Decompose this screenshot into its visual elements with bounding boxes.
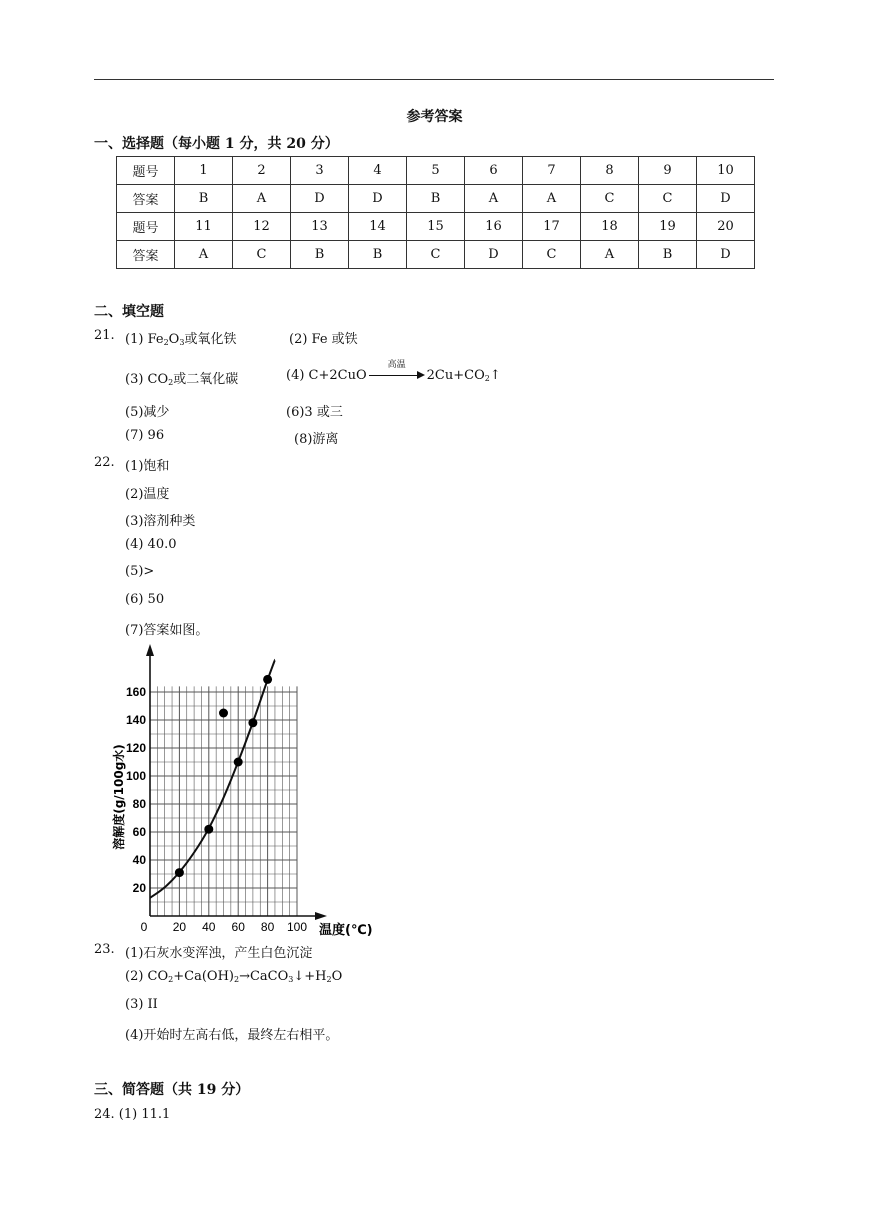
- y-tick-label: 20: [132, 881, 146, 895]
- q21-answer-7: (7) 96: [125, 428, 165, 443]
- x-tick-label: 100: [286, 920, 308, 934]
- x-tick-label: 60: [231, 920, 245, 934]
- data-point: [175, 868, 184, 877]
- q21-answer-2: (2) Fe 或铁: [289, 332, 358, 347]
- q22-answer-7: (7)答案如图。: [125, 623, 209, 638]
- row-header-cell: 题号: [117, 157, 175, 185]
- y-axis-arrow-icon: [146, 644, 154, 656]
- x-axis-label: 温度(℃): [319, 923, 373, 936]
- data-point: [234, 758, 243, 767]
- y-tick-label: 40: [132, 853, 146, 867]
- x-tick-label: 80: [260, 920, 275, 934]
- q24-answer-1: 24. (1) 11.1: [94, 1107, 171, 1122]
- table-cell: 19: [639, 213, 697, 241]
- table-cell: 9: [639, 157, 697, 185]
- table-cell: A: [581, 241, 639, 269]
- q22-answer-6: (6) 50: [125, 592, 165, 607]
- table-row: [117, 157, 755, 185]
- q23-answer-3: (3) II: [125, 997, 158, 1012]
- q22-answer-3: (3)溶剂种类: [125, 514, 196, 529]
- y-tick-label: 60: [132, 825, 146, 839]
- table-row: [117, 213, 755, 241]
- table-cell: 20: [697, 213, 755, 241]
- q22-number: 22.: [94, 455, 115, 470]
- x-axis-arrow-icon: [315, 912, 327, 920]
- table-row: [117, 241, 755, 269]
- x-tick-label: 20: [172, 920, 187, 934]
- table-cell: D: [349, 185, 407, 213]
- table-cell: D: [291, 185, 349, 213]
- table-cell: A: [175, 241, 233, 269]
- q21-number: 21.: [94, 328, 115, 343]
- table-cell: 15: [407, 213, 465, 241]
- table-cell: 8: [581, 157, 639, 185]
- table-cell: B: [349, 241, 407, 269]
- row-header-cell: 答案: [117, 241, 175, 269]
- table-cell: C: [407, 241, 465, 269]
- reaction-condition: 高温: [387, 359, 406, 370]
- section2-heading: 二、填空题: [94, 304, 164, 320]
- table-cell: 2: [233, 157, 291, 185]
- table-cell: 10: [697, 157, 755, 185]
- y-tick-label: 80: [132, 797, 146, 811]
- q22-answer-5: (5)>: [125, 564, 155, 579]
- table-cell: 11: [175, 213, 233, 241]
- table-row: [117, 185, 755, 213]
- page-title: 参考答案: [406, 109, 463, 125]
- q21-answer-8: (8)游离: [294, 432, 339, 447]
- section3-heading: 三、简答题（共 19 分）: [94, 1082, 250, 1098]
- x-tick-label: 40: [202, 920, 216, 934]
- table-cell: 7: [523, 157, 581, 185]
- y-tick-label: 120: [125, 741, 146, 755]
- table-cell: B: [175, 185, 233, 213]
- q21-answer-3: (3) $CO_2$或二氧化碳: [125, 372, 239, 387]
- table-cell: D: [697, 185, 755, 213]
- data-point: [248, 718, 257, 727]
- table-cell: C: [233, 241, 291, 269]
- data-point: [219, 709, 228, 718]
- table-cell: A: [523, 185, 581, 213]
- y-tick-label: 160: [125, 685, 146, 699]
- table-cell: 16: [465, 213, 523, 241]
- q23-answer-1: (1)石灰水变浑浊，产生白色沉淀: [125, 946, 313, 961]
- row-header-cell: 题号: [117, 213, 175, 241]
- table-cell: B: [407, 185, 465, 213]
- table-cell: C: [639, 185, 697, 213]
- y-axis-label: 溶解度(g/100g水): [112, 744, 126, 850]
- table-cell: 12: [233, 213, 291, 241]
- table-cell: A: [233, 185, 291, 213]
- q23-answer-2: (2) $CO_2+Ca(OH)_2\to CaCO_3↓+H_2O$: [125, 969, 343, 984]
- section1-heading: 一、选择题（每小题 1 分，共 20 分）: [94, 136, 339, 152]
- table-cell: 14: [349, 213, 407, 241]
- data-point: [204, 825, 213, 834]
- q22-answer-1: (1)饱和: [125, 459, 170, 474]
- table-cell: 3: [291, 157, 349, 185]
- reaction-arrow-icon: [369, 359, 425, 383]
- header-rule: [94, 79, 774, 80]
- answer-table: [116, 156, 755, 269]
- q23-number: 23.: [94, 942, 115, 957]
- q22-answer-4: (4) 40.0: [125, 537, 177, 552]
- table-cell: B: [639, 241, 697, 269]
- table-cell: 6: [465, 157, 523, 185]
- table-cell: B: [291, 241, 349, 269]
- q21-answer-6: (6)3 或三: [286, 405, 343, 420]
- x-tick-label: 0: [140, 920, 148, 934]
- table-cell: A: [465, 185, 523, 213]
- table-cell: D: [465, 241, 523, 269]
- table-cell: C: [523, 241, 581, 269]
- table-cell: C: [581, 185, 639, 213]
- data-point: [263, 675, 272, 684]
- table-cell: 4: [349, 157, 407, 185]
- solubility-chart: [108, 640, 388, 936]
- solubility-curve: [150, 660, 275, 898]
- q23-answer-4: (4)开始时左高右低，最终左右相平。: [125, 1028, 339, 1043]
- table-cell: D: [697, 241, 755, 269]
- y-tick-label: 100: [125, 769, 146, 783]
- q21-answer-4: (4) C+2CuO 高温 $2Cu+CO_2↑$: [286, 368, 501, 383]
- q22-answer-2: (2)温度: [125, 487, 170, 502]
- row-header-cell: 答案: [117, 185, 175, 213]
- table-cell: 17: [523, 213, 581, 241]
- table-cell: 13: [291, 213, 349, 241]
- y-tick-label: 140: [125, 713, 146, 727]
- q21-answer-5: (5)减少: [125, 405, 170, 420]
- q21-answer-1: (1) $Fe_2O_3$或氧化铁: [125, 332, 237, 347]
- table-cell: 18: [581, 213, 639, 241]
- table-cell: 1: [175, 157, 233, 185]
- table-cell: 5: [407, 157, 465, 185]
